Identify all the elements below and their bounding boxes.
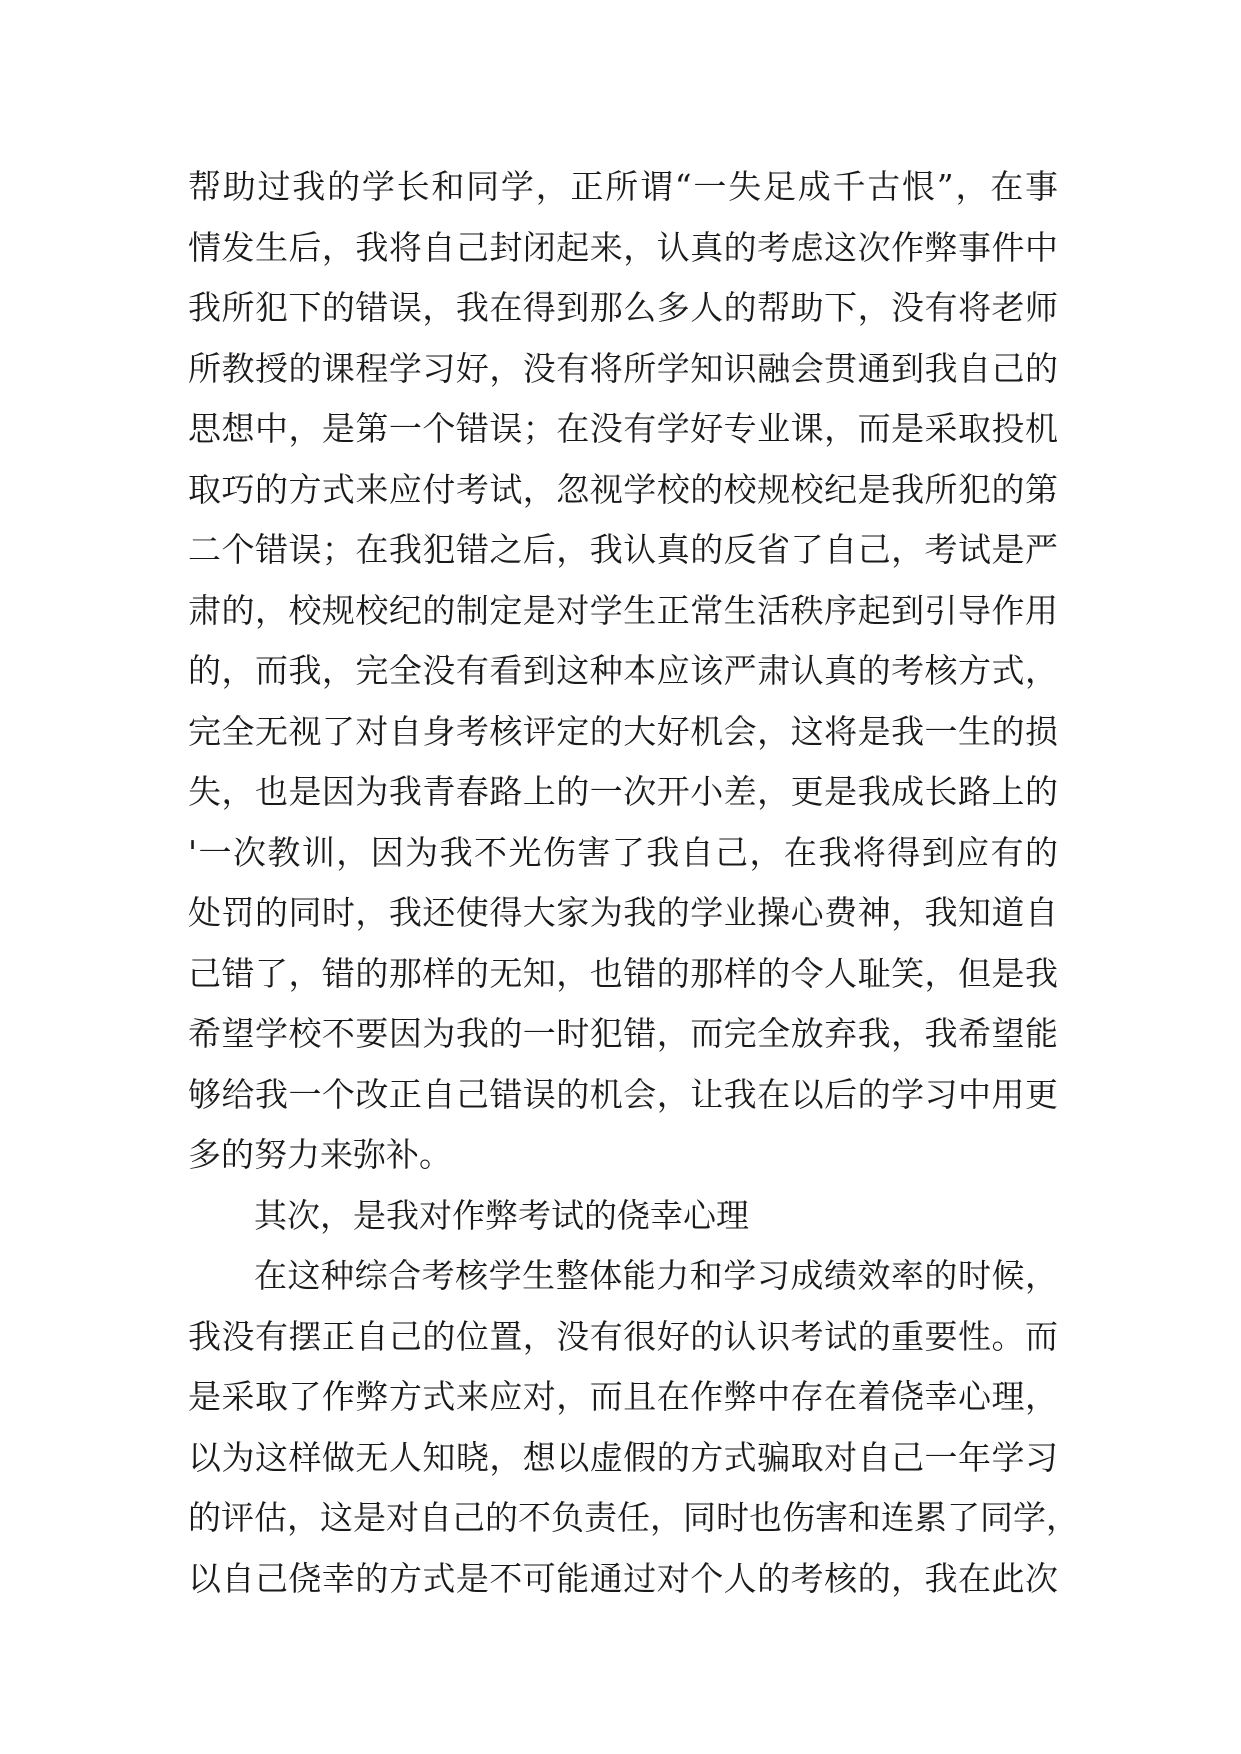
text-line: 思想中，是第一个错误；在没有学好专业课，而是采取投机 — [188, 409, 1058, 448]
text-line: 以为这样做无人知晓，想以虚假的方式骗取对自己一年学习 — [188, 1437, 1058, 1477]
text-line: 所教授的课程学习好，没有将所学知识融会贯通到我自己的 — [188, 348, 1058, 388]
text-line: 失，也是因为我青春路上的一次开小差，更是我成长路上的 — [188, 772, 1058, 811]
text-line: 多的努力来弥补。 — [188, 1135, 452, 1174]
body-text — [188, 157, 1079, 1609]
text-line: 够给我一个改正自己错误的机会，让我在以后的学习中用更 — [188, 1074, 1058, 1114]
text-line: 我没有摆正自己的位置，没有很好的认识考试的重要性。而 — [188, 1316, 1058, 1356]
text-line: 完全无视了对自身考核评定的大好机会，这将是我一生的损 — [188, 711, 1058, 751]
text-line: 己错了，错的那样的无知，也错的那样的令人耻笑，但是我 — [188, 953, 1058, 993]
text-line: 二个错误；在我犯错之后，我认真的反省了自己，考试是严 — [188, 530, 1058, 569]
text-line: '一次教训，因为我不光伤害了我自己，在我将得到应有的 — [188, 832, 1058, 872]
text-line: 处罚的同时，我还使得大家为我的学业操心费神，我知道自 — [188, 893, 1058, 932]
text-line: 取巧的方式来应付考试，忽视学校的校规校纪是我所犯的第 — [188, 469, 1058, 509]
text-line: 以自己侥幸的方式是不可能通过对个人的考核的，我在此次 — [188, 1558, 1058, 1598]
text-line: 是采取了作弊方式来应对，而且在作弊中存在着侥幸心理， — [188, 1377, 1058, 1416]
text-line: 在这种综合考核学生整体能力和学习成绩效率的时候， — [254, 1256, 1058, 1295]
text-line: 的评估，这是对自己的不负责任，同时也伤害和连累了同学， — [188, 1498, 1079, 1537]
text-line: 肃的，校规校纪的制定是对学生正常生活秩序起到引导作用 — [188, 590, 1058, 630]
text-line: 情发生后，我将自己封闭起来，认真的考虑这次作弊事件中 — [188, 227, 1058, 267]
text-line: 的，而我，完全没有看到这种本应该严肃认真的考核方式， — [188, 651, 1058, 690]
text-line: 希望学校不要因为我的一时犯错，而完全放弃我，我希望能 — [188, 1014, 1058, 1053]
text-line: 我所犯下的错误，我在得到那么多人的帮助下，没有将老师 — [188, 288, 1058, 327]
text-line: 其次，是我对作弊考试的侥幸心理 — [254, 1195, 749, 1235]
text-line: 帮助过我的学长和同学，正所谓“一失足成千古恨”，在事 — [188, 167, 1058, 206]
